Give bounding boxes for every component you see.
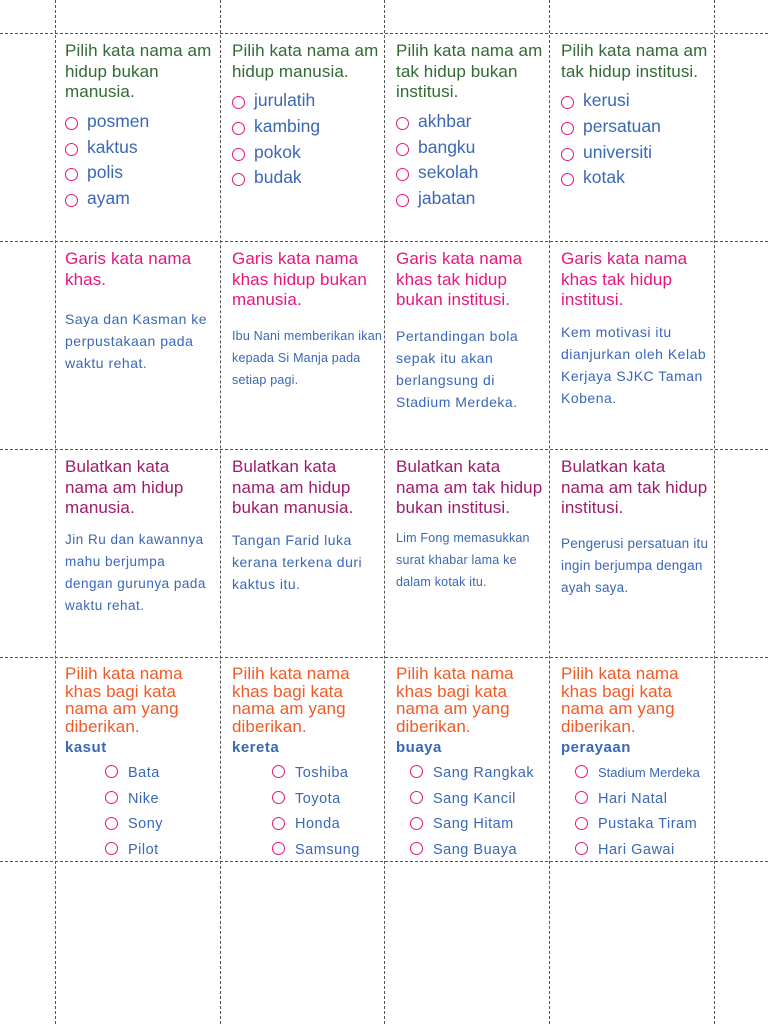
circle-icon (105, 765, 118, 778)
answer-option[interactable] (272, 760, 382, 786)
circle-icon (65, 168, 78, 181)
answer-option[interactable] (65, 134, 215, 160)
answer-option[interactable] (410, 837, 544, 863)
circle-icon (396, 143, 409, 156)
card-r4c2 (232, 665, 382, 863)
card-r1c2 (232, 41, 382, 191)
cut-line-horizontal-1 (0, 33, 768, 34)
option-label: Bata (128, 764, 160, 781)
card-r3c2 (232, 457, 382, 595)
cut-line-horizontal-2 (0, 241, 768, 242)
answer-option[interactable] (65, 109, 215, 135)
answer-option[interactable] (272, 786, 382, 812)
card-instruction: Garis kata nama khas hidup bukan manusia. (232, 249, 367, 309)
circle-icon (105, 817, 118, 830)
circle-icon (410, 791, 423, 804)
category-word: kereta (232, 739, 280, 756)
option-label: Sang Hitam (433, 816, 514, 833)
card-r1c1 (65, 41, 215, 211)
option-label: Nike (128, 790, 160, 807)
answer-option[interactable] (561, 88, 709, 114)
option-label: kotak (583, 167, 625, 188)
card-r2c1 (65, 249, 215, 374)
option-label: Pilot (128, 841, 159, 858)
card-instruction: Pilih kata nama am hidup manusia. (232, 41, 379, 81)
card-r1c4 (561, 41, 709, 191)
card-r4c3 (396, 665, 544, 863)
card-sentence: Pengerusi persatuan itu ingin berjumpa dengan ayah saya. (561, 535, 709, 595)
card-sentence: Pertandingan bola sepak itu akan berlangsung di Stadium Merdeka. (396, 327, 519, 410)
circle-icon (396, 194, 409, 207)
circle-icon (575, 842, 588, 855)
option-label: kaktus (87, 136, 138, 157)
option-label: Sang Kancil (433, 790, 516, 807)
circle-icon (575, 791, 588, 804)
card-r2c2 (232, 249, 382, 391)
option-label: budak (254, 167, 302, 188)
answer-option[interactable] (561, 139, 709, 165)
card-r1c3 (396, 41, 544, 211)
circle-icon (272, 817, 285, 830)
card-r4c1 (65, 665, 215, 863)
answer-option[interactable] (561, 114, 709, 140)
circle-icon (65, 143, 78, 156)
option-label: ayam (87, 187, 130, 208)
option-label: posmen (87, 110, 150, 131)
answer-option[interactable] (396, 109, 544, 135)
option-label: Sony (128, 816, 164, 833)
card-sentence: Ibu Nani memberikan ikan kepada Si Manja pada setiap pagi. (232, 328, 383, 387)
answer-option[interactable] (561, 165, 709, 191)
card-instruction: Bulatkan kata nama am hidup bukan manusia. (232, 457, 354, 517)
card-sentence: Saya dan Kasman ke perpustakaan pada waktu rehat. (65, 311, 208, 371)
card-instruction: Pilih kata nama am tak hidup bukan institusi. (396, 41, 543, 101)
option-label: kerusi (583, 90, 630, 111)
circle-icon (65, 117, 78, 130)
circle-icon (232, 96, 245, 109)
circle-icon (410, 817, 423, 830)
cut-line-vertical-5 (714, 0, 715, 1024)
card-instruction: Pilih kata nama am tak hidup institusi. (561, 41, 708, 81)
option-label: Hari Natal (598, 790, 668, 807)
card-sentence: Kem motivasi itu dianjurkan oleh Kelab Kerjaya SJKC Taman Kobena. (561, 323, 707, 406)
card-instruction: Bulatkan kata nama am tak hidup institusi. (561, 457, 708, 517)
option-label: kambing (254, 116, 321, 137)
card-instruction: Bulatkan kata nama am tak hidup bukan institusi. (396, 457, 543, 517)
card-instruction: Pilih kata nama am hidup bukan manusia. (65, 41, 212, 101)
circle-icon (561, 96, 574, 109)
option-label: jabatan (418, 187, 476, 208)
card-instruction: Pilih kata nama khas bagi kata nama am yang diberikan. (396, 664, 514, 736)
card-r4c4 (561, 665, 709, 863)
card-r3c1 (65, 457, 215, 617)
option-label: Hari Gawai (598, 841, 675, 858)
answer-option[interactable] (232, 88, 382, 114)
card-sentence: Jin Ru dan kawannya mahu berjumpa dengan gurunya pada waktu rehat. (65, 531, 206, 613)
option-label: polis (87, 162, 123, 183)
circle-icon (105, 842, 118, 855)
circle-icon (272, 842, 285, 855)
answer-option[interactable] (575, 786, 709, 812)
card-sentence: Lim Fong memasukkan surat khabar lama ke dalam kotak itu. (396, 530, 530, 589)
circle-icon (410, 842, 423, 855)
card-instruction: Pilih kata nama khas bagi kata nama am yang diberikan. (561, 664, 679, 736)
cut-line-vertical-1 (55, 0, 56, 1024)
answer-option[interactable] (575, 837, 709, 863)
category-word: kasut (65, 739, 107, 756)
option-label: persatuan (583, 116, 661, 137)
card-r2c3 (396, 249, 544, 413)
answer-option[interactable] (575, 760, 709, 786)
card-instruction: Pilih kata nama khas bagi kata nama am yang diberikan. (232, 664, 350, 736)
circle-icon (561, 122, 574, 135)
answer-option[interactable] (65, 160, 215, 186)
category-word: buaya (396, 739, 442, 756)
answer-option[interactable] (272, 811, 382, 837)
option-label: Toshiba (295, 764, 349, 781)
answer-option[interactable] (232, 114, 382, 140)
circle-icon (272, 791, 285, 804)
circle-icon (232, 148, 245, 161)
option-label: universiti (583, 141, 653, 162)
card-instruction: Garis kata nama khas tak hidup institusi. (561, 249, 688, 309)
answer-option[interactable] (396, 186, 544, 212)
answer-option[interactable] (105, 837, 215, 863)
card-r3c3 (396, 457, 544, 593)
category-word: perayaan (561, 739, 631, 756)
answer-option[interactable] (105, 760, 215, 786)
option-label: Stadium Merdeka (598, 765, 700, 781)
answer-option[interactable] (575, 811, 709, 837)
card-instruction: Pilih kata nama khas bagi kata nama am yang diberikan. (65, 664, 183, 736)
circle-icon (396, 168, 409, 181)
option-label: Pustaka Tiram (598, 816, 698, 833)
option-label: pokok (254, 141, 301, 162)
answer-option[interactable] (232, 165, 382, 191)
answer-option[interactable] (396, 134, 544, 160)
option-label: Toyota (295, 790, 341, 807)
card-instruction: Bulatkan kata nama am hidup manusia. (65, 457, 184, 517)
cut-line-horizontal-4 (0, 657, 768, 658)
option-label: jurulatih (254, 90, 316, 111)
answer-option[interactable] (410, 786, 544, 812)
circle-icon (396, 117, 409, 130)
cut-line-vertical-2 (220, 0, 221, 1024)
circle-icon (232, 122, 245, 135)
answer-option[interactable] (272, 837, 382, 863)
cut-line-vertical-4 (549, 0, 550, 1024)
circle-icon (272, 765, 285, 778)
card-instruction: Garis kata nama khas. (65, 249, 192, 289)
card-sentence: Tangan Farid luka kerana terkena duri kaktus itu. (232, 531, 363, 592)
circle-icon (575, 765, 588, 778)
option-label: akhbar (418, 110, 472, 131)
circle-icon (410, 765, 423, 778)
answer-option[interactable] (105, 786, 215, 812)
option-label: Honda (295, 816, 341, 833)
answer-option[interactable] (396, 160, 544, 186)
circle-icon (561, 148, 574, 161)
circle-icon (561, 173, 574, 186)
answer-option[interactable] (105, 811, 215, 837)
card-instruction: Garis kata nama khas tak hidup bukan institusi. (396, 249, 523, 309)
answer-option[interactable] (410, 760, 544, 786)
option-label: sekolah (418, 162, 479, 183)
cut-line-horizontal-3 (0, 449, 768, 450)
circle-icon (65, 194, 78, 207)
option-label: bangku (418, 136, 476, 157)
answer-option[interactable] (410, 811, 544, 837)
circle-icon (575, 817, 588, 830)
answer-option[interactable] (232, 139, 382, 165)
option-label: Sang Buaya (433, 841, 518, 858)
answer-option[interactable] (65, 186, 215, 212)
circle-icon (232, 173, 245, 186)
card-r3c4 (561, 457, 709, 599)
cut-line-vertical-3 (384, 0, 385, 1024)
circle-icon (105, 791, 118, 804)
card-r2c4 (561, 249, 709, 409)
option-label: Samsung (295, 841, 360, 858)
option-label: Sang Rangkak (433, 764, 535, 781)
